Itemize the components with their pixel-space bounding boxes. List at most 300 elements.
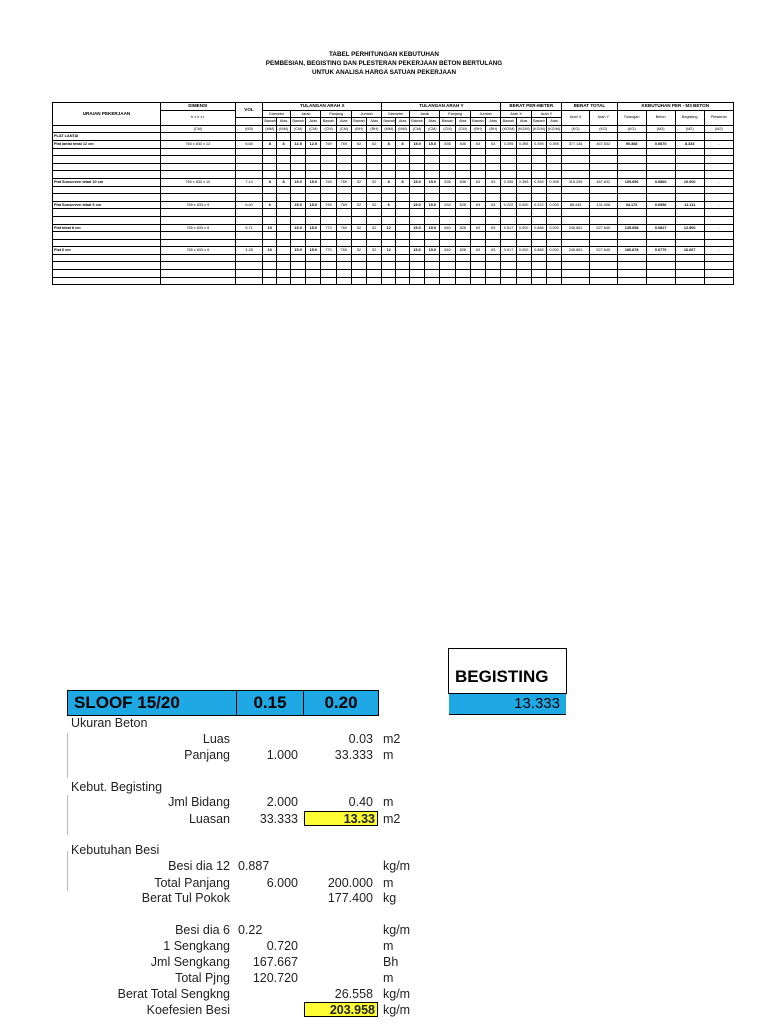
begisting-value-cell [449,693,566,715]
cell-bxb: 0.395 [501,140,516,148]
header-dimensi: DIMENSI [160,103,235,111]
panjang-a: 1.000 [266,748,298,762]
h-atas: Atas [455,118,470,126]
berat-total-sengkang-unit: kg/m [383,987,411,1001]
cell-nxa: 52 [367,247,382,255]
cell-nya: 63 [486,178,501,186]
cell-kp: - [704,224,733,232]
cell-nya: 63 [486,140,501,148]
blank-row [53,186,734,194]
jml-sengkang-label: Jml Sengkang [150,955,230,969]
begisting-box [448,648,567,712]
luas-value: 0.03 [348,732,373,746]
cell-jyb: 15.0 [409,247,424,255]
cell-dyb: 12 [382,224,396,232]
luasan-label: Luasan [188,812,230,826]
cell-bya: 0.000 [547,201,562,209]
blank-row [53,194,734,202]
header-jarak-y: Jarak [409,110,439,118]
cell-nyb: 63 [470,178,485,186]
section-row [53,133,734,141]
unit-cm: (CM) [160,125,235,133]
section-label: PLAT LANTAI [53,133,161,141]
cell-nyb: 63 [470,224,485,232]
sengkang-unit: m [383,939,394,953]
cell-name: Plat lantai tebal 12 cm [53,140,161,148]
cell-dim: 765 x 833 x 12 [160,140,235,148]
cell-pxa: 760 [336,224,351,232]
total-panjang-a: 6.000 [266,876,298,890]
cell-dim: 765 x 833 x 10 [160,178,235,186]
cell-pyb: 836 [440,178,455,186]
h-bawah: Bawah [470,118,485,126]
koefesien-besi-label: Koefesien Besi [146,1003,230,1017]
header-panjang-y: Panjang [440,110,470,118]
cell-dim: 765 x 833 x 6 [160,247,235,255]
unit-mm: (MM) [277,125,291,133]
cell-jxa: 15.0 [306,178,321,186]
unit-m3: (M3) [646,125,675,133]
cell-pya: 828 [455,224,470,232]
blank-row [53,262,734,270]
cell-bxb: 0.617 [501,224,516,232]
header-total-x: Arah X [562,110,590,125]
sengkang-label: 1 Sengkang [163,939,230,953]
header-vol-blank [235,118,263,126]
cell-pxb: 769 [321,140,336,148]
cell-nyb: 63 [470,247,485,255]
cell-jxa: 15.0 [306,201,321,209]
cell-kg: 8.333 [675,140,704,148]
units-blank [53,125,161,133]
panjang-label: Panjang [184,748,230,762]
cell-kb: 0.0860 [646,178,675,186]
h-atas: Atas [425,118,440,126]
cell-jyb: 15.0 [409,201,424,209]
cell-kp: - [704,247,733,255]
cell-vol: 6.40 [235,201,263,209]
cell-jxb: 15.0 [291,247,306,255]
ukuran-heading: Ukuran Beton [71,716,148,730]
cell-nxa: 52 [367,224,382,232]
sloof-label: SLOOF 15/20 [74,691,237,715]
cell-jxb: 15.0 [291,224,306,232]
h-bawah: Bawah [440,118,455,126]
cell-jyb: 15.0 [409,140,424,148]
sloof-header-bar [67,690,379,716]
h-atas: Atas [516,118,531,126]
blank-row [53,270,734,278]
cell-nxa: 52 [367,201,382,209]
unit-m3: (M3) [235,125,263,133]
unit-bh: (BH) [351,125,366,133]
cell-tx: 315.299 [562,178,590,186]
cell-pya: 836 [455,140,470,148]
cell-bxa: 0.000 [516,224,531,232]
cell-jya: 15.0 [425,224,440,232]
besi-d6-label: Besi dia 6 [175,923,230,937]
cell-pxb: 769 [321,201,336,209]
unit-mm: (MM) [382,125,396,133]
cell-jxa: 12.5 [306,140,321,148]
blank-row [53,254,734,262]
cell-pxa: 769 [336,178,351,186]
total-panjang-value: 200.000 [327,876,373,890]
cell-dim: 765 x 833 x 9 [160,201,235,209]
cell-tx: 246.861 [562,224,590,232]
cell-pya: 828 [455,201,470,209]
bracket-line [67,795,68,835]
header-tulangan-y: TULANGAN ARAH Y [382,103,501,111]
cell-jxb: 15.0 [291,178,306,186]
berat-tul-pokok-unit: kg [383,891,397,905]
unit-bh: (BH) [367,125,382,133]
unit-m2: (M2) [675,125,704,133]
cell-kg: 10.000 [675,178,704,186]
cell-tx: 246.861 [562,247,590,255]
title-line-2: PEMBESIAN, BEGISTING DAN PLESTERAN PEKERJAAN BETON BERTULANG [265,60,503,67]
jml-bidang-unit: m [383,795,394,809]
unit-kg: (KG) [562,125,590,133]
header-beton: Beton [646,110,675,125]
header-dim-sub: b x h x t [160,110,235,125]
luasan-unit: m2 [383,812,401,826]
cell-pxb: 770 [321,224,336,232]
cell-nyb: 63 [470,140,485,148]
cell-bxb: 0.395 [501,178,516,186]
cell-kt: 135.658 [617,224,646,232]
h-bawah: Bawah [351,118,366,126]
cell-name: Plat Sunscreen tebal 9 cm [53,201,161,209]
total-panjang-label: Total Panjang [154,876,230,890]
cell-tx: 377.134 [562,140,590,148]
header-plesteran: Plesteran [704,110,733,125]
header-row-1 [53,103,734,111]
unit-kg: (KG) [589,125,617,133]
besi-d6-a: 0.22 [238,923,263,937]
blank-row [53,216,734,224]
kebut-heading: Kebut. Begisting [71,780,163,794]
luasan-a: 33.333 [259,812,298,826]
cell-kp: - [704,201,733,209]
besi-heading: Kebutuhan Besi [71,843,160,857]
cell-pya: 828 [455,247,470,255]
cell-bya: 0.000 [547,224,562,232]
koefesien-besi-unit: kg/m [383,1003,411,1017]
bracket-line [67,733,68,778]
cell-ty: 527.645 [589,247,617,255]
header-uraian: URAIAN PEKERJAAN [53,103,161,126]
cell-dxa: 8 [277,178,291,186]
title-line-1: TABEL PERHITUNGAN KEBUTUHAN [329,51,439,58]
header-arah-x: Arah X [501,110,531,118]
h-bawah: Bawah [409,118,424,126]
cell-pyb: 840 [440,224,455,232]
calculation-table [52,102,734,285]
cell-pyb: 840 [440,247,455,255]
cell-ty: 131.008 [589,201,617,209]
total-pjng-a: 120.720 [252,971,298,985]
cell-nya: 63 [486,247,501,255]
header-berat-per-meter: BERAT PER-METER [501,103,562,111]
h-bawah: Bawah [531,118,546,126]
cell-kt: 180.878 [617,247,646,255]
blank-row [53,163,734,171]
cell-dxb: 8 [263,178,277,186]
cell-kb: 0.0870 [646,140,675,148]
table-row [53,140,734,148]
besi-d12-label: Besi dia 12 [168,859,230,873]
unit-cm: (CM) [321,125,336,133]
cell-jya: 15.0 [425,178,440,186]
table-title-block [0,50,768,77]
besi-d12-a: 0.887 [238,859,270,873]
cell-bxa: 0.000 [516,247,531,255]
h-atas: Atas [336,118,351,126]
sloof-h: 0.20 [324,693,358,712]
unit-cm: (CM) [291,125,306,133]
unit-kg: (KG) [617,125,646,133]
cell-kg: 12.500 [675,224,704,232]
header-begisting: Begisting [675,110,704,125]
cell-nya: 63 [486,201,501,209]
cell-dyb: 8 [382,140,396,148]
cell-kg: 16.667 [675,247,704,255]
table-row [53,224,734,232]
cell-kp: - [704,178,733,186]
cell-byb: 0.395 [531,140,546,148]
h-bawah: Bawah [291,118,306,126]
cell-kt: 109.656 [617,178,646,186]
h-bawah: Bawah [321,118,336,126]
cell-kb: 0.0956 [646,201,675,209]
begisting-value: 13.333 [514,695,560,712]
begisting-title: BEGISTING [455,667,549,686]
cell-jxb: 12.5 [291,140,306,148]
unit-cm: (CM) [306,125,321,133]
bracket-line [67,851,68,891]
panjang-unit: m [383,748,394,762]
header-kebutuhan: KEBUTUHAN PER - M3 BETON [617,103,733,111]
table-row [53,178,734,186]
cell-dim: 765 x 833 x 8 [160,224,235,232]
header-panjang-x: Panjang [321,110,351,118]
cell-nxb: 52 [351,247,366,255]
cell-ty: 527.645 [589,224,617,232]
cell-pyb: 834 [440,201,455,209]
cell-nyb: 63 [470,201,485,209]
total-pjng-label: Total Pjng [175,971,230,985]
title-line-3: UNTUK ANALISA HARGA SATUAN PEKERJAAN [311,69,456,76]
unit-cm: (CM) [425,125,440,133]
cell-jyb: 15.0 [409,224,424,232]
cell-vol: 5.71 [235,224,263,232]
cell-kt: 34.172 [617,201,646,209]
unit-kgm: (KG/M) [501,125,516,133]
cell-vol: 4.28 [235,247,263,255]
cell-pxa: 760 [336,247,351,255]
cell-nxb: 52 [351,178,366,186]
cell-byb: 0.888 [531,247,546,255]
besi-d12-unit: kg/m [383,859,411,873]
cell-dxa [277,247,291,255]
luas-unit: m2 [383,732,401,746]
cell-jya: 15.0 [425,201,440,209]
cell-dxb: 6 [263,201,277,209]
blank-row [53,171,734,179]
cell-kb: 0.0770 [646,247,675,255]
jml-sengkang-unit: Bh [383,955,399,969]
cell-dya: 8 [396,140,410,148]
unit-cm: (CM) [409,125,424,133]
cell-jya: 15.0 [425,140,440,148]
unit-kgm: (KG/M) [516,125,531,133]
cell-byb: 0.888 [531,224,546,232]
cell-dxa: 8 [277,140,291,148]
cell-nxb: 52 [351,224,366,232]
cell-name: Plat 6 cm [53,247,161,255]
header-diameter-x: Diameter [263,110,291,118]
h-atas: Atas [396,118,410,126]
total-pjng-unit: m [383,971,394,985]
cell-name: Plat Sunscreen tebal 10 cm [53,178,161,186]
cell-dya [396,247,410,255]
h-bawah: Bawah [382,118,396,126]
cell-jyb: 15.0 [409,178,424,186]
h-atas: Atas [486,118,501,126]
cell-pya: 836 [455,178,470,186]
cell-dya [396,224,410,232]
h-bawah: Bawah [501,118,516,126]
cell-vol: 7.14 [235,178,263,186]
cell-bxa: 0.395 [516,140,531,148]
cell-pxa: 769 [336,140,351,148]
cell-bxa: 0.000 [516,201,531,209]
cell-bxa: 0.395 [516,178,531,186]
h-atas: Atas [277,118,291,126]
header-jarak-x: Jarak [291,110,321,118]
cell-ty: 467.632 [589,140,617,148]
cell-dya [396,201,410,209]
cell-nxa: 62 [367,140,382,148]
blank-row [53,277,734,285]
cell-kp: - [704,140,733,148]
header-tulangan: Tulangan [617,110,646,125]
jml-sengkang-a: 167.667 [252,955,298,969]
table-row [53,247,734,255]
unit-cm: (CM) [336,125,351,133]
cell-nxb: 62 [351,140,366,148]
koefesien-besi-value: 203.958 [304,1002,378,1017]
unit-cm: (CM) [440,125,455,133]
h-bawah: Bawah [263,118,277,126]
cell-jya: 15.0 [425,247,440,255]
h-atas: Atas [547,118,562,126]
cell-bya: 0.395 [547,140,562,148]
total-panjang-unit: m [383,876,394,890]
cell-pxa: 769 [336,201,351,209]
cell-kt: 90.368 [617,140,646,148]
cell-dxb: 10 [263,224,277,232]
cell-vol: 6.65 [235,140,263,148]
cell-dyb: 8 [382,178,396,186]
cell-dya: 8 [396,178,410,186]
jml-bidang-label: Jml Bidang [168,795,230,809]
h-atas: Atas [306,118,321,126]
cell-pyb: 836 [440,140,455,148]
jml-bidang-a: 2.000 [266,795,298,809]
cell-bxb: 0.222 [501,201,516,209]
unit-kgm: (KG/M) [531,125,546,133]
cell-dxb: 10 [263,247,277,255]
header-berat-total: BERAT TOTAL [562,103,617,111]
unit-cm: (CM) [455,125,470,133]
cell-nxa: 52 [367,178,382,186]
table-row [53,201,734,209]
cell-bya: 0.395 [547,178,562,186]
header-jumlah-x: Jumlah [351,110,381,118]
berat-total-sengkang-value: 26.558 [334,987,373,1001]
cell-dyb: 12 [382,247,396,255]
cell-name: Plat tebal 8 cm [53,224,161,232]
blank-row [53,239,734,247]
berat-total-sengkang-label: Berat Total Sengkng [117,987,230,1001]
cell-nxb: 52 [351,201,366,209]
cell-dxa [277,224,291,232]
cell-dyb: 6 [382,201,396,209]
header-jumlah-y: Jumlah [470,110,500,118]
cell-dxa [277,201,291,209]
unit-kgm: (KG/M) [547,125,562,133]
berat-tul-pokok-label: Berat Tul Pokok [141,891,230,905]
cell-tx: 88.444 [562,201,590,209]
luas-label: Luas [202,732,230,746]
header-tulangan-x: TULANGAN ARAH X [263,103,382,111]
besi-d6-unit: kg/m [383,923,411,937]
unit-mm: (MM) [396,125,410,133]
cell-byb: 0.395 [531,178,546,186]
cell-kb: 0.0827 [646,224,675,232]
blank-row [53,232,734,240]
berat-tul-pokok-value: 177.400 [327,891,373,905]
jml-bidang-value: 0.40 [348,795,373,809]
cell-jxb: 15.0 [291,201,306,209]
cell-dxb: 8 [263,140,277,148]
blank-row [53,209,734,217]
sengkang-a: 0.720 [266,939,298,953]
cell-jxa: 15.0 [306,247,321,255]
h-atas: Atas [367,118,382,126]
luasan-value: 13.33 [304,811,378,826]
cell-nya: 63 [486,224,501,232]
panjang-value: 33.333 [334,748,373,762]
unit-bh: (BH) [486,125,501,133]
cell-ty: 467.632 [589,178,617,186]
unit-bh: (BH) [470,125,485,133]
cell-bya: 0.000 [547,247,562,255]
cell-kg: 11.111 [675,201,704,209]
cell-byb: 0.222 [531,201,546,209]
blank-row [53,156,734,164]
sloof-b: 0.15 [237,691,304,715]
cell-pxb: 770 [321,247,336,255]
units-row [53,125,734,133]
header-total-y: Arah Y [589,110,617,125]
blank-row [53,148,734,156]
header-arah-y: Arah Y [531,110,561,118]
cell-jxa: 15.0 [306,224,321,232]
header-vol: VOL [235,103,263,118]
